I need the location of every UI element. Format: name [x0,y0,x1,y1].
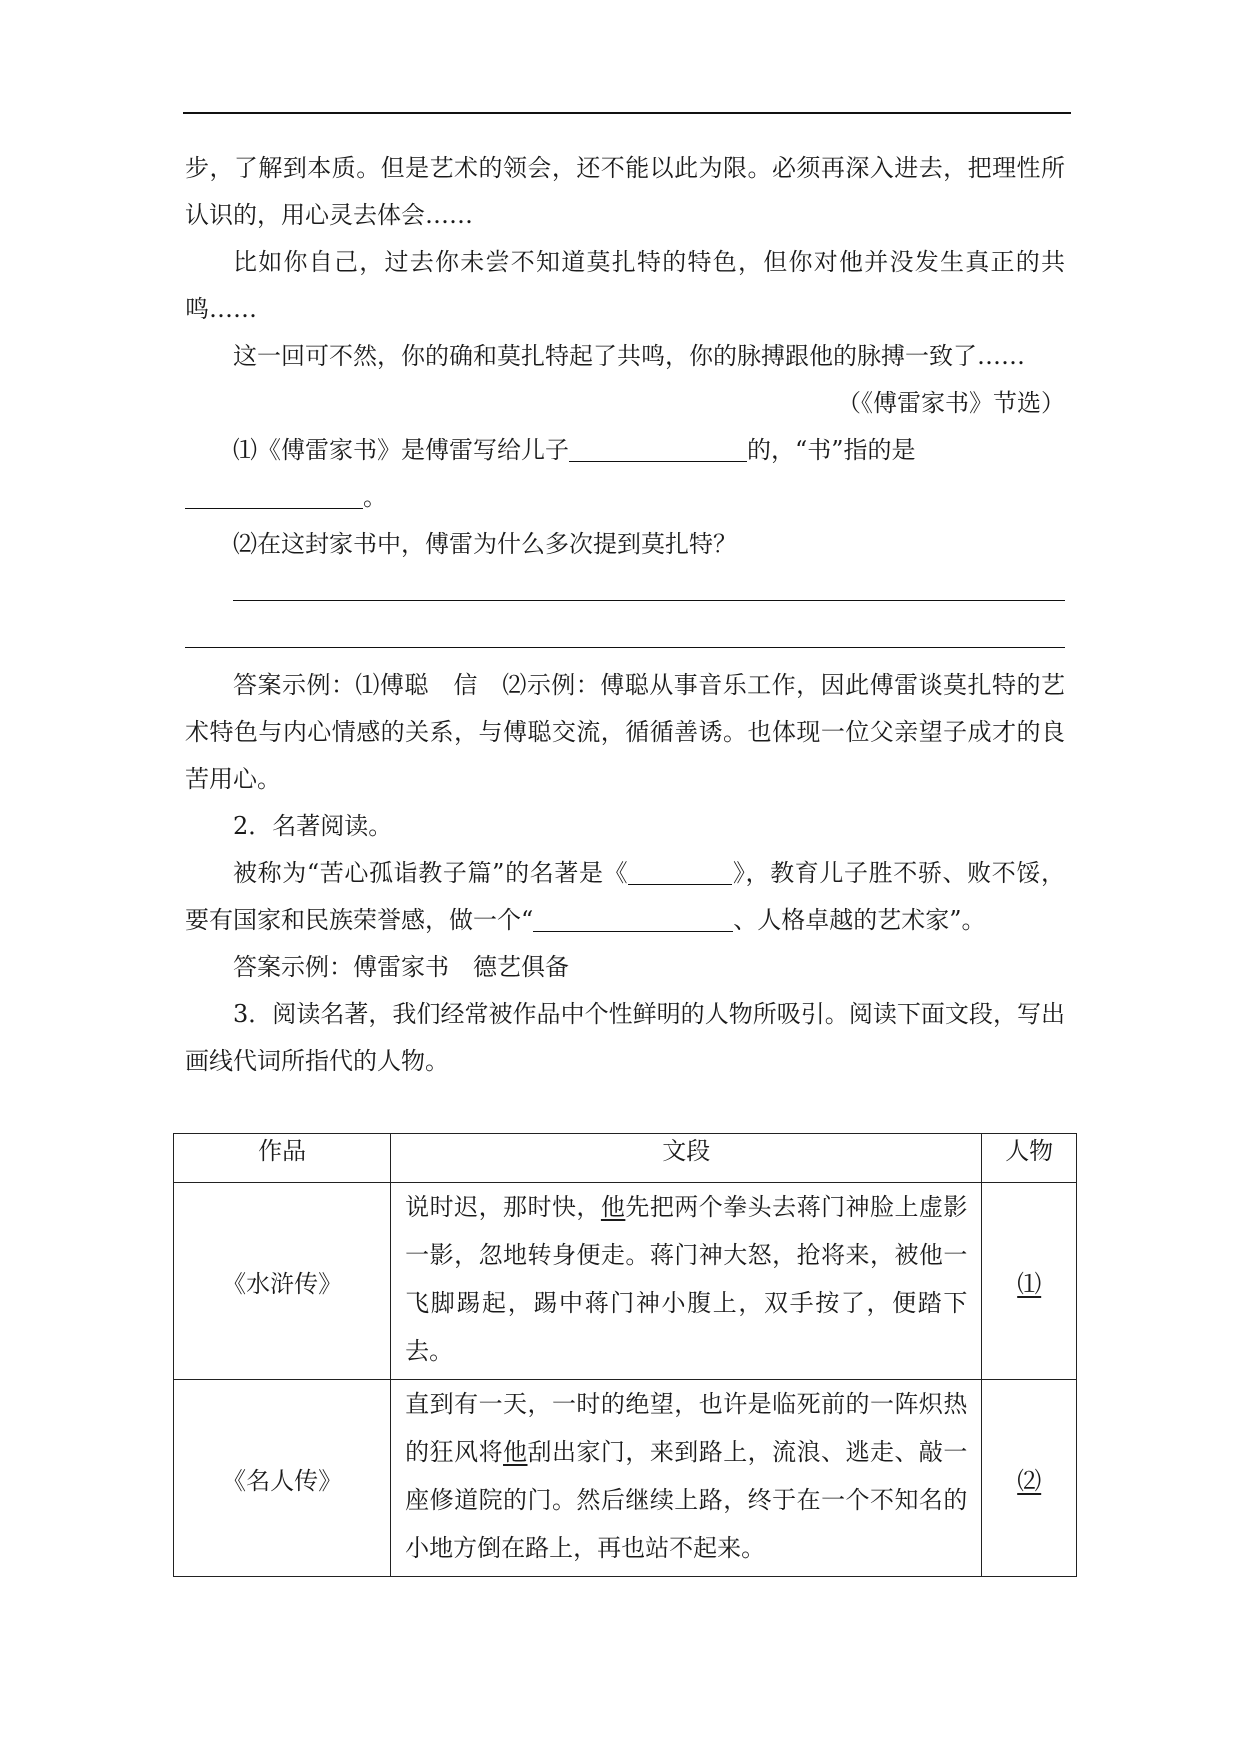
person-answer[interactable] [982,1183,1077,1380]
passage-text: 直到有一天，一时的绝望，也许是临死前的一阵炽热的狂风将 [405,1390,968,1466]
q2-text-b: 》，教育儿子胜不骄、败不馁，要有国家和民族荣誉感，做一个“ [185,859,1066,934]
table-header-row [174,1134,1077,1183]
passage-source: （《傅雷家书》节选） [837,389,1065,417]
passage-line-2: 比如你自己，过去你未尝不知道莫扎特的特色，但你对他并没发生真正的共鸣…… [185,248,1065,323]
question-3-intro: 3．阅读名著，我们经常被作品中个性鲜明的人物所吸引。阅读下面文段，写出画线代词所指代的人物。 [185,1000,1065,1075]
passage-line-3: 这一回可不然，你的确和莫扎特起了共鸣，你的脉搏跟他的脉搏一致了…… [233,342,1025,370]
q1-text-c: 。 [363,483,387,511]
answer-line-2[interactable] [185,615,1065,662]
table-row [174,1183,1077,1380]
answer-line-1[interactable] [185,568,1065,615]
question-1-answer: 答案示例：⑴傅聪 信 ⑵示例：傅聪从事音乐工作，因此傅雷谈莫扎特的艺术特色与内心情感的关系，与傅聪交流，循循善诱。也体现一位父亲望子成才的良苦用心。 [185,671,1065,793]
document-body [185,145,1065,1085]
header-passage: 文段 [391,1134,982,1183]
passage-line-1: 步，了解到本质。但是艺术的领会，还不能以此为限。必须再深入进去，把理性所认识的，用心灵去体会…… [185,154,1065,229]
q2-text-c: 、人格卓越的艺术家”。 [733,906,986,934]
work-title: 《名人传》 [174,1380,391,1577]
work-passage [391,1183,982,1380]
question-2-title: 2．名著阅读。 [233,812,393,840]
answer-blank-3[interactable] [628,858,732,885]
header-work: 作品 [174,1134,391,1183]
table-row [174,1380,1077,1577]
passage-text: 刮出家门，来到路上，流浪、逃走、敲一座修道院的门。然后继续上路，终于在一个不知名的小地方倒在路上，再也站不起来。 [405,1438,968,1562]
question-1-part-1 [185,427,1065,521]
answer-blank-4[interactable] [533,905,733,932]
person-answer[interactable] [982,1380,1077,1577]
question-2-answer: 答案示例：傅雷家书 德艺俱备 [233,953,569,981]
question-1-part-2: ⑵在这封家书中，傅雷为什么多次提到莫扎特？ [233,530,737,558]
q2-text-a: 被称为“苦心孤诣教子篇”的名著是《 [233,859,629,887]
answer-blank-2[interactable] [185,482,363,509]
work-title: 《水浒传》 [174,1183,391,1380]
q1-text-a: ⑴《傅雷家书》是傅雷写给儿子 [233,436,569,464]
question-2-text [185,850,1065,944]
person-blank-label: ⑴ [1017,1269,1042,1298]
header-rule [183,112,1071,114]
character-table [173,1133,1077,1577]
passage-text: 说时迟，那时快， [405,1193,601,1221]
answer-blank-1[interactable] [569,435,747,462]
person-blank-label: ⑵ [1017,1466,1042,1495]
underlined-pronoun: 他 [600,1193,626,1221]
q1-text-b: 的，“书”指的是 [747,436,916,464]
passage-text: 先把两个拳头去蒋门神脸上虚影一影，忽地转身便走。蒋门神大怒，抢将来，被他一飞脚踢起，踢中蒋门神小腹上，双手按了，便踏下去。 [405,1193,968,1365]
underlined-pronoun: 他 [503,1438,528,1466]
work-passage [391,1380,982,1577]
header-person: 人物 [982,1134,1077,1183]
